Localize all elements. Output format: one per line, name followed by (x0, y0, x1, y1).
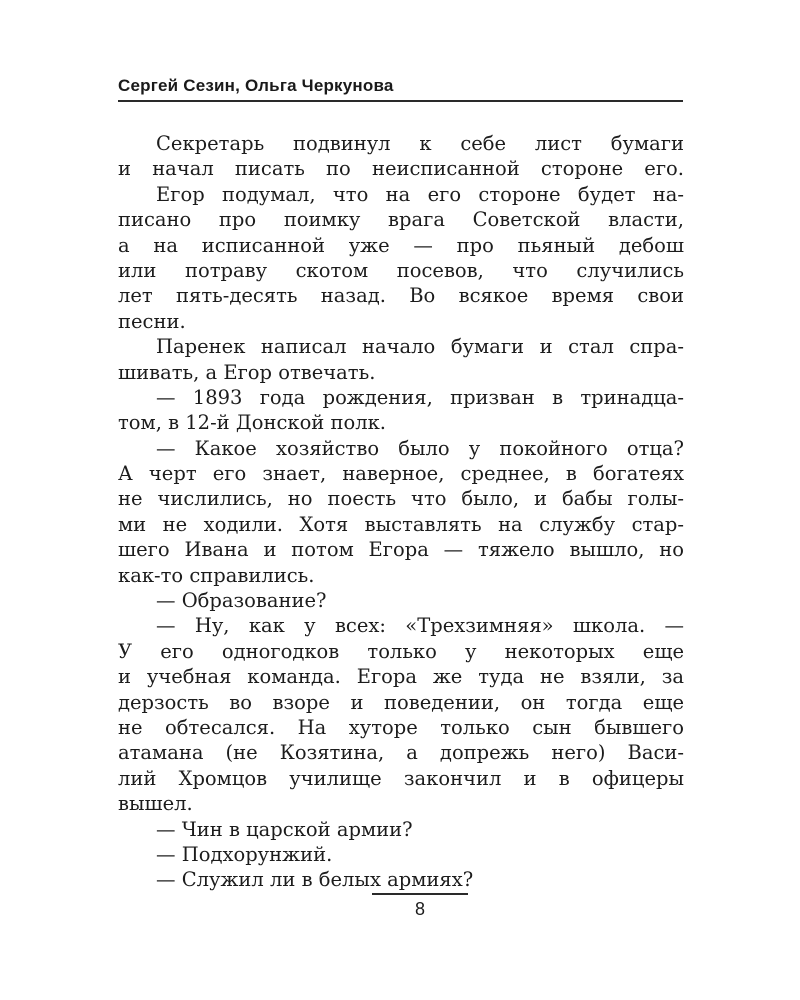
text-line: писано про поимку врага Советской власти, (118, 208, 684, 232)
body-text (118, 131, 684, 893)
text-line: вышел. (118, 792, 193, 816)
text-line: А черт его знает, наверное, среднее, в богатеях (118, 462, 684, 486)
text-line: — Какое хозяйство было у покойного отца? (156, 436, 684, 460)
text-line: и учебная команда. Егора же туда не взяли, за (118, 665, 684, 689)
page-number: 8 (414, 899, 425, 919)
text-line: Егор подумал, что на его стороне будет на- (156, 182, 684, 206)
footer-rule (372, 893, 468, 895)
text-line: том, в 12-й Донской полк. (118, 411, 387, 435)
text-line: — Образование? (156, 589, 327, 613)
text-line: песни. (118, 309, 186, 333)
text-line: и начал писать по неисписанной стороне его. (118, 157, 684, 181)
text-line: — Ну, как у всех: «Трехзимняя» школа. — (156, 614, 684, 638)
text-line: не числились, но поесть что было, и бабы голы- (118, 487, 684, 511)
text-line: — 1893 года рождения, призван в тринадца- (156, 385, 684, 409)
text-line: Секретарь подвинул к себе лист бумаги (156, 132, 684, 155)
text-line: как-то справились. (118, 563, 315, 587)
text-line: — Служил ли в белых армиях? (156, 868, 474, 892)
text-line: атамана (не Козятина, а допрежь него) Васи- (118, 741, 684, 765)
text-line: — Чин в царской армии? (156, 817, 413, 841)
text-line: лий Хромцов училище закончил и в офицеры (118, 766, 684, 790)
text-line: а на исписанной уже — про пьяный дебош (118, 233, 684, 257)
text-line: лет пять-десять назад. Во всякое время свои (118, 284, 684, 308)
header-rule (118, 100, 683, 102)
text-line: Паренек написал начало бумаги и стал спра- (156, 335, 684, 359)
running-header: Сергей Сезин, Ольга Черкунова (118, 76, 394, 95)
text-line: дерзость во взоре и поведении, он тогда еще (118, 690, 684, 714)
text-line: шивать, а Егор отвечать. (118, 360, 376, 384)
text-line: У его одногодков только у некоторых еще (118, 639, 684, 663)
text-line: не обтесался. На хуторе только сын бывшего (118, 715, 684, 739)
text-line: ми не ходили. Хотя выставлять на службу стар- (118, 512, 684, 536)
text-line: или потраву скотом посевов, что случились (118, 258, 684, 282)
text-line: шего Ивана и потом Егора — тяжело вышло, но (118, 538, 684, 562)
text-line: — Подхорунжий. (156, 842, 333, 866)
